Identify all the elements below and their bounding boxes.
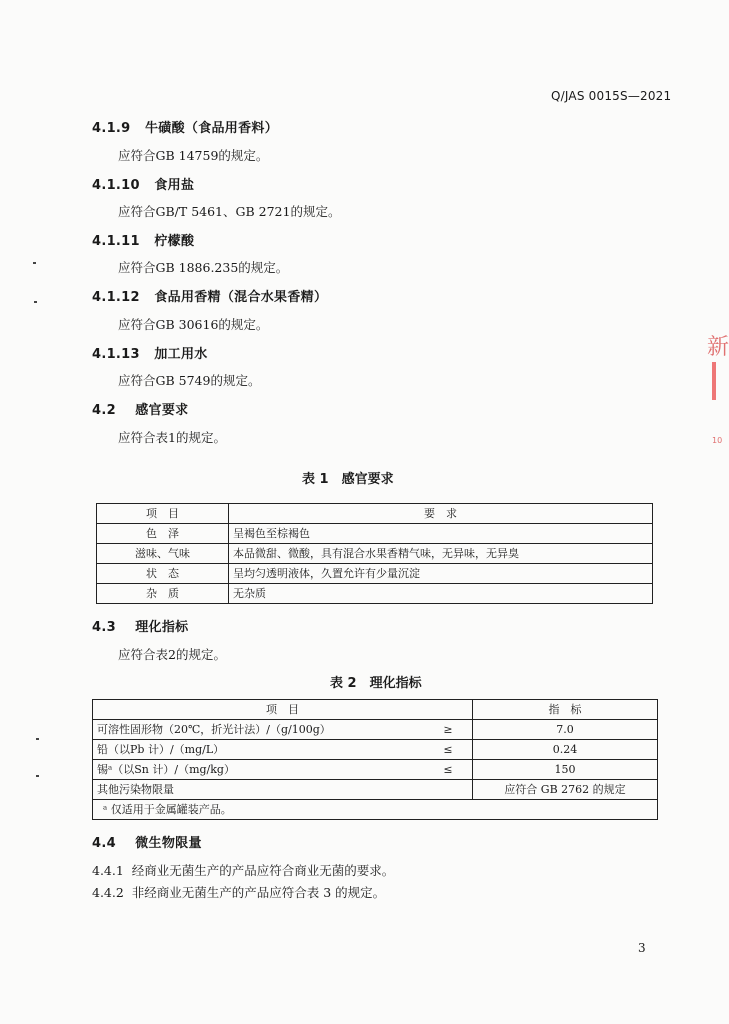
section-text: 应符合表1的规定。 <box>118 430 226 445</box>
section-heading: 4.4 微生物限量 <box>92 836 202 851</box>
section-heading: 4.2 感官要求 <box>92 403 189 418</box>
table-header-cell: 项 目 <box>93 700 473 720</box>
table-cell: 可溶性固形物（20℃，折光计法）/（g/100g） <box>93 720 425 740</box>
table2-caption: 表 2 理化指标 <box>330 676 422 691</box>
section-heading: 4.1.13 加工用水 <box>92 347 208 362</box>
section-text: 应符合表2的规定。 <box>118 647 226 662</box>
table-cell: 本品微甜、微酸，具有混合水果香精气味，无异味，无异臭 <box>229 544 653 564</box>
table-cell: 其他污染物限量 <box>93 780 473 800</box>
section-text: 应符合GB/T 5461、GB 2721的规定。 <box>118 204 341 219</box>
table-cell: 铅（以Pb 计）/（mg/L） <box>93 740 425 760</box>
scan-mark <box>36 775 39 777</box>
table-cell: 应符合 GB 2762 的规定 <box>473 780 658 800</box>
table-footnote: ᵃ 仅适用于金属罐装产品。 <box>93 800 658 820</box>
table-cell-operator: ≤ <box>424 760 473 780</box>
table-cell-operator: ≥ <box>424 720 473 740</box>
scan-mark <box>36 738 39 740</box>
table-cell: 150 <box>473 760 658 780</box>
table-cell: 0.24 <box>473 740 658 760</box>
table-cell: 7.0 <box>473 720 658 740</box>
table-header-cell: 指 标 <box>473 700 658 720</box>
table-cell: 杂 质 <box>97 584 229 604</box>
stamp-fragment <box>712 362 716 400</box>
scan-mark <box>34 301 37 303</box>
section-heading: 4.1.10 食用盐 <box>92 178 195 193</box>
table-cell: 无杂质 <box>229 584 653 604</box>
table2-physicochemical <box>92 699 658 820</box>
table1-sensory <box>96 503 653 604</box>
table-row <box>93 760 658 780</box>
table-footnote-row <box>93 800 658 820</box>
section-text: 应符合GB 1886.235的规定。 <box>118 260 289 275</box>
table-row <box>97 524 653 544</box>
list-item: 4.4.2 非经商业无菌生产的产品应符合表 3 的规定。 <box>92 885 386 900</box>
page-number: 3 <box>638 941 646 955</box>
section-heading: 4.3 理化指标 <box>92 620 189 635</box>
table-cell: 呈均匀透明液体，久置允许有少量沉淀 <box>229 564 653 584</box>
document-code: Q/JAS 0015S—2021 <box>551 89 672 103</box>
table-cell: 状 态 <box>97 564 229 584</box>
table-header-row <box>97 504 653 524</box>
stamp-fragment: 10 <box>712 436 723 445</box>
table-header-row <box>93 700 658 720</box>
table1-caption: 表 1 感官要求 <box>302 472 394 487</box>
stamp-fragment: 新 <box>707 335 729 360</box>
table-row <box>97 564 653 584</box>
table-header-cell: 项 目 <box>97 504 229 524</box>
table-cell-operator: ≤ <box>424 740 473 760</box>
table-row <box>97 584 653 604</box>
table-cell: 色 泽 <box>97 524 229 544</box>
section-heading: 4.1.12 食品用香精（混合水果香精） <box>92 290 328 305</box>
table-header-cell: 要 求 <box>229 504 653 524</box>
table-row <box>93 740 658 760</box>
section-text: 应符合GB 14759的规定。 <box>118 148 269 163</box>
table-row <box>93 780 658 800</box>
section-text: 应符合GB 30616的规定。 <box>118 317 269 332</box>
table-cell: 锡ᵃ（以Sn 计）/（mg/kg） <box>93 760 425 780</box>
section-text: 应符合GB 5749的规定。 <box>118 373 261 388</box>
list-item: 4.4.1 经商业无菌生产的产品应符合商业无菌的要求。 <box>92 863 395 878</box>
scan-mark <box>33 262 36 264</box>
table-cell: 滋味、气味 <box>97 544 229 564</box>
section-heading: 4.1.11 柠檬酸 <box>92 234 195 249</box>
table-row <box>93 720 658 740</box>
table-cell: 呈褐色至棕褐色 <box>229 524 653 544</box>
table-row <box>97 544 653 564</box>
section-heading: 4.1.9 牛磺酸（食品用香料） <box>92 121 279 136</box>
